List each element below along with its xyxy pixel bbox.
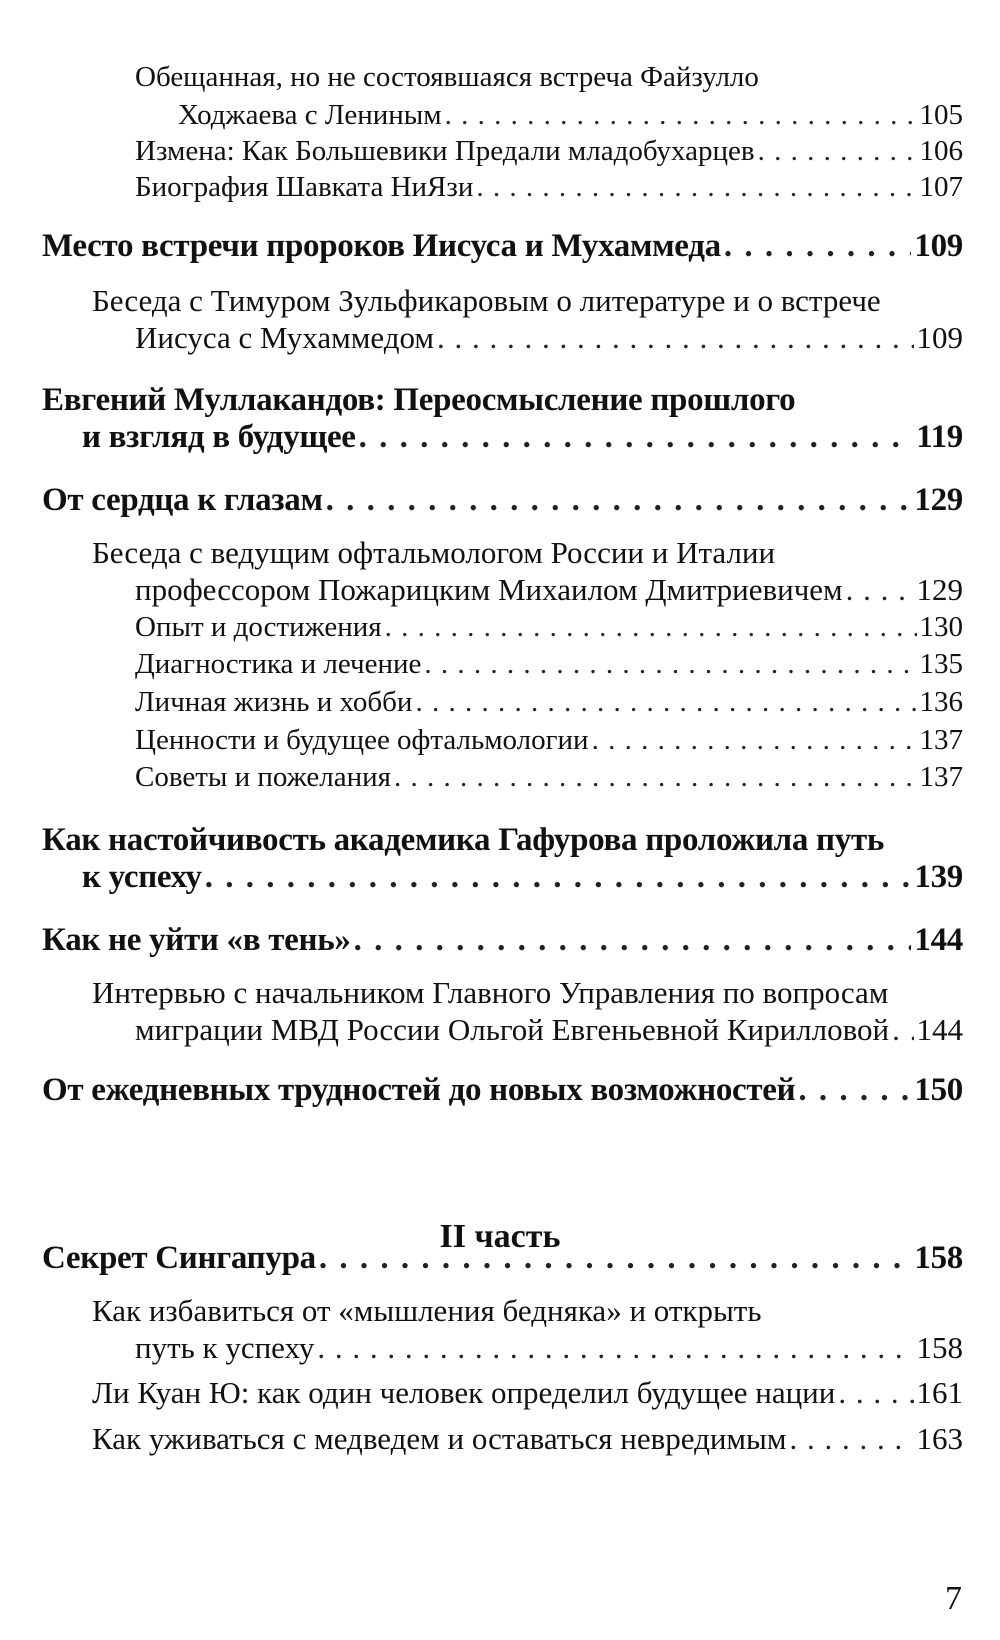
toc-subentry [135, 683, 963, 721]
toc-entry-title: Личная жизнь и хобби [135, 686, 413, 718]
toc-entry-title: От ежедневных трудностей до новых возможностей [42, 1072, 796, 1108]
toc-subentry [135, 132, 963, 170]
toc-page-number: 107 [919, 171, 963, 203]
toc-entry-title: и взгляд в будущее [82, 419, 356, 455]
toc-chapter [42, 482, 963, 519]
toc-entry-title: Диагностика и лечение [135, 648, 422, 680]
dot-leader [317, 1329, 913, 1366]
toc-page-number: 129 [914, 482, 963, 518]
toc-chapter [42, 922, 963, 959]
toc-subentry [135, 608, 963, 646]
toc-chapter [42, 382, 963, 456]
toc-subentry [92, 1374, 963, 1411]
dot-leader [359, 419, 914, 456]
dot-leader [846, 571, 914, 608]
dot-leader [415, 683, 916, 721]
toc-subentry [92, 534, 963, 608]
toc-entry-title: Ценности и будущее офтальмологии [135, 724, 589, 756]
toc-subentry [92, 282, 963, 356]
toc-entry-title: Опыт и достижения [135, 611, 382, 643]
toc-entry-title: От сердца к глазам [42, 482, 323, 518]
toc-entry-title: к успеху [82, 859, 202, 895]
toc-subentry [135, 645, 963, 683]
toc-entry-title: Советы и пожелания [135, 761, 391, 793]
toc-chapter [42, 1072, 963, 1109]
toc-entry-title: профессором Пожарицким Михаилом Дмитриевичем [135, 572, 843, 607]
dot-leader [445, 96, 917, 134]
dot-leader [437, 319, 913, 356]
toc-entry-title: Как уживаться с медведем и оставаться невредимым [92, 1421, 787, 1456]
dot-leader [205, 859, 912, 896]
dot-leader [476, 168, 916, 206]
toc-subentry [92, 1420, 963, 1457]
toc-subentry [135, 58, 963, 134]
toc-entry-title-line: Интервью с начальником Главного Управления по вопросам [92, 975, 889, 1010]
toc-subentry [92, 974, 963, 1048]
toc-entry-title: Секрет Сингапура [42, 1240, 316, 1276]
toc-entry-title: Место встречи пророков Иисуса и Мухаммеда [42, 228, 721, 264]
toc-page-number: 119 [916, 419, 963, 455]
toc-entry-title: Измена: Как Большевики Предали младобухарцев [135, 135, 755, 167]
page-number: 7 [945, 1580, 962, 1617]
toc-page-number: 139 [914, 859, 963, 895]
toc-entry-title: Иисуса с Мухаммедом [135, 320, 435, 355]
dot-leader [790, 1420, 914, 1457]
dot-leader [838, 1374, 913, 1411]
toc-entry-title-line: Обещанная, но не состоявшаяся встреча Файзулло [135, 61, 759, 93]
toc-subentry [92, 1292, 963, 1366]
toc-subentry [135, 168, 963, 206]
toc-entry-title-line: Беседа с Тимуром Зульфикаровым о литературе и о встрече [92, 283, 881, 318]
toc-page-number: 105 [919, 99, 963, 131]
toc-page-number: 109 [914, 228, 963, 264]
toc-page-number: 163 [916, 1421, 963, 1456]
dot-leader [354, 922, 912, 959]
dot-leader [385, 608, 917, 646]
toc-entry-title: Как не уйти «в тень» [42, 922, 351, 958]
toc-page-number: 158 [916, 1330, 963, 1365]
toc-entry-title: миграции МВД России Ольгой Евгеньевной Кирилловой [135, 1012, 890, 1047]
toc-entry-title: путь к успеху [135, 1330, 315, 1365]
toc-entry-title-line: Евгений Муллакандов: Переосмысление прошлого [42, 382, 796, 418]
toc-page-number: 144 [916, 1012, 963, 1047]
toc-entry-title-line: Как настойчивость академика Гафурова проложила путь [42, 822, 885, 858]
toc-subentry [135, 758, 963, 796]
dot-leader [892, 1011, 913, 1048]
toc-page-number: 109 [916, 320, 963, 355]
toc-entry-title-line: Беседа с ведущим офтальмологом России и Италии [92, 535, 776, 570]
toc-page-number: 136 [919, 686, 963, 718]
toc-page-number: 137 [919, 761, 963, 793]
toc-page-number: 130 [919, 611, 963, 643]
dot-leader [326, 482, 912, 519]
toc-entry-title: Ходжаева с Лениным [178, 99, 442, 131]
toc-entry-title: Ли Куан Ю: как один человек определил будущее нации [92, 1375, 836, 1410]
toc-page-number: 129 [916, 572, 963, 607]
toc-chapter [42, 228, 963, 265]
toc-page-number: 150 [914, 1072, 963, 1108]
toc-page-number: 137 [919, 724, 963, 756]
dot-leader [424, 645, 916, 683]
dot-leader [724, 228, 912, 265]
toc-page-number: 144 [914, 922, 963, 958]
dot-leader [592, 721, 917, 759]
dot-leader [758, 132, 917, 170]
toc-chapter [42, 822, 963, 896]
toc-entry-title-line: Как избавиться от «мышления бедняка» и открыть [92, 1293, 762, 1328]
toc-subentry [135, 721, 963, 759]
toc-page-number: 158 [914, 1240, 963, 1276]
dot-leader [798, 1072, 911, 1109]
toc-page-number: 161 [916, 1375, 963, 1410]
toc-page-number: 106 [919, 135, 963, 167]
toc-page-number: 135 [919, 648, 963, 680]
part-heading: II часть [439, 1218, 561, 1255]
dot-leader [394, 758, 917, 796]
toc-entry-title: Биография Шавката НиЯзи [135, 171, 474, 203]
